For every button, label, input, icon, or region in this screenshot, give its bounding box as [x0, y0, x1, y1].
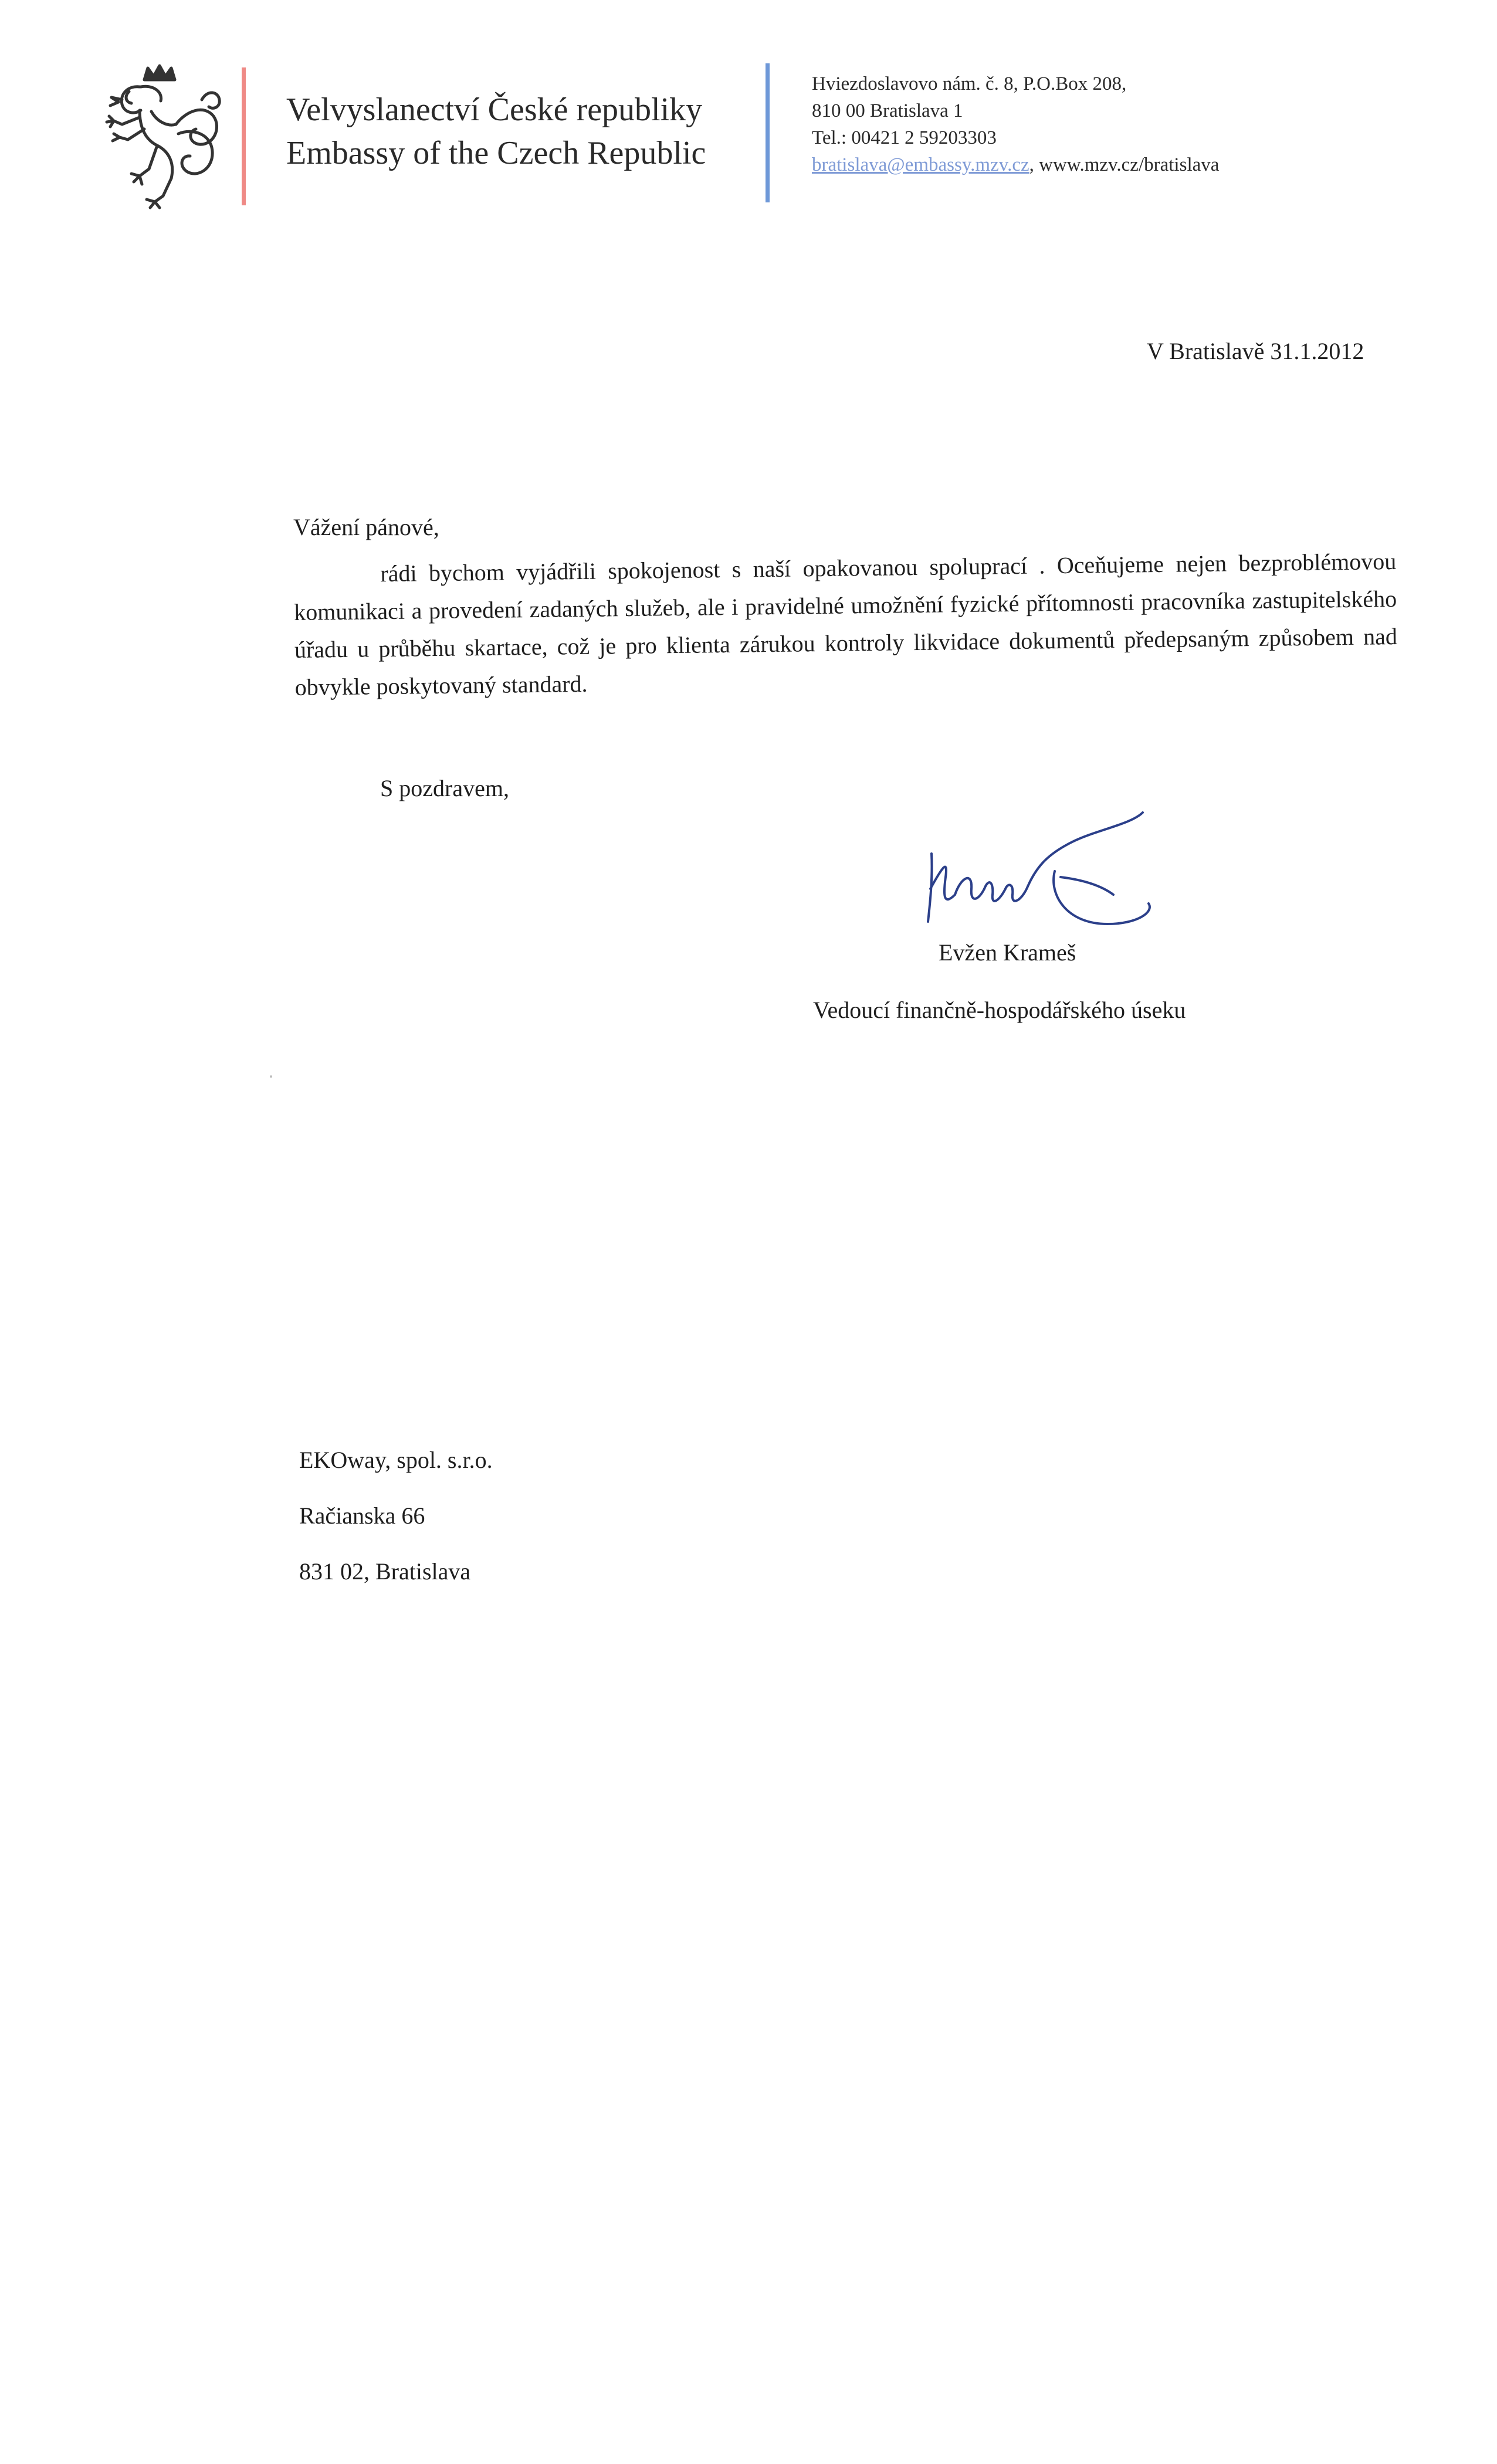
- embassy-name-cz: Velvyslanectví České republiky: [286, 92, 703, 128]
- letter-body: rádi bychom vyjádřili spokojenost s naší opakovanou spoluprací . Oceňujeme nejen bezproblémovou komunikaci a provedení zadaných služeb, ale i pravidelné umožnění fyzické přítomnosti pracovníka zastupitelského úřadu u průběhu skartace, což je pro klienta zárukou kontroly likvidace dokumentů předepsaným způsobem nad obvykle poskytovaný standard.: [293, 548, 1398, 700]
- contact-web-line: [812, 151, 1219, 178]
- embassy-contact-block: [812, 70, 1219, 178]
- salutation: Vážení pánové,: [293, 514, 439, 540]
- contact-city: 810 00 Bratislava 1: [812, 100, 963, 121]
- embassy-name: [286, 88, 706, 175]
- contact-email-link[interactable]: bratislava@embassy.mzv.cz: [812, 154, 1029, 175]
- signer-name: Evžen Krameš: [939, 939, 1076, 966]
- contact-phone: Tel.: 00421 2 59203303: [812, 127, 997, 148]
- letterhead-blue-rule: [766, 63, 770, 202]
- recipient-company: EKOway, spol. s.r.o.: [299, 1447, 493, 1473]
- contact-website: , www.mzv.cz/bratislava: [1029, 154, 1220, 175]
- recipient-city: 831 02, Bratislava: [299, 1558, 471, 1585]
- handwritten-signature-icon: [920, 807, 1160, 942]
- scan-speck: [270, 1075, 272, 1078]
- contact-address: Hviezdoslavovo nám. č. 8, P.O.Box 208,: [812, 73, 1127, 94]
- czech-lion-emblem-icon: [99, 63, 228, 210]
- letterhead-red-rule: [242, 67, 246, 205]
- place-date: V Bratislavě 31.1.2012: [1147, 338, 1364, 364]
- recipient-street: Račianska 66: [299, 1502, 425, 1529]
- signer-title: Vedoucí finančně-hospodářského úseku: [813, 997, 1186, 1023]
- closing: S pozdravem,: [380, 775, 509, 801]
- embassy-name-en: Embassy of the Czech Republic: [286, 135, 706, 171]
